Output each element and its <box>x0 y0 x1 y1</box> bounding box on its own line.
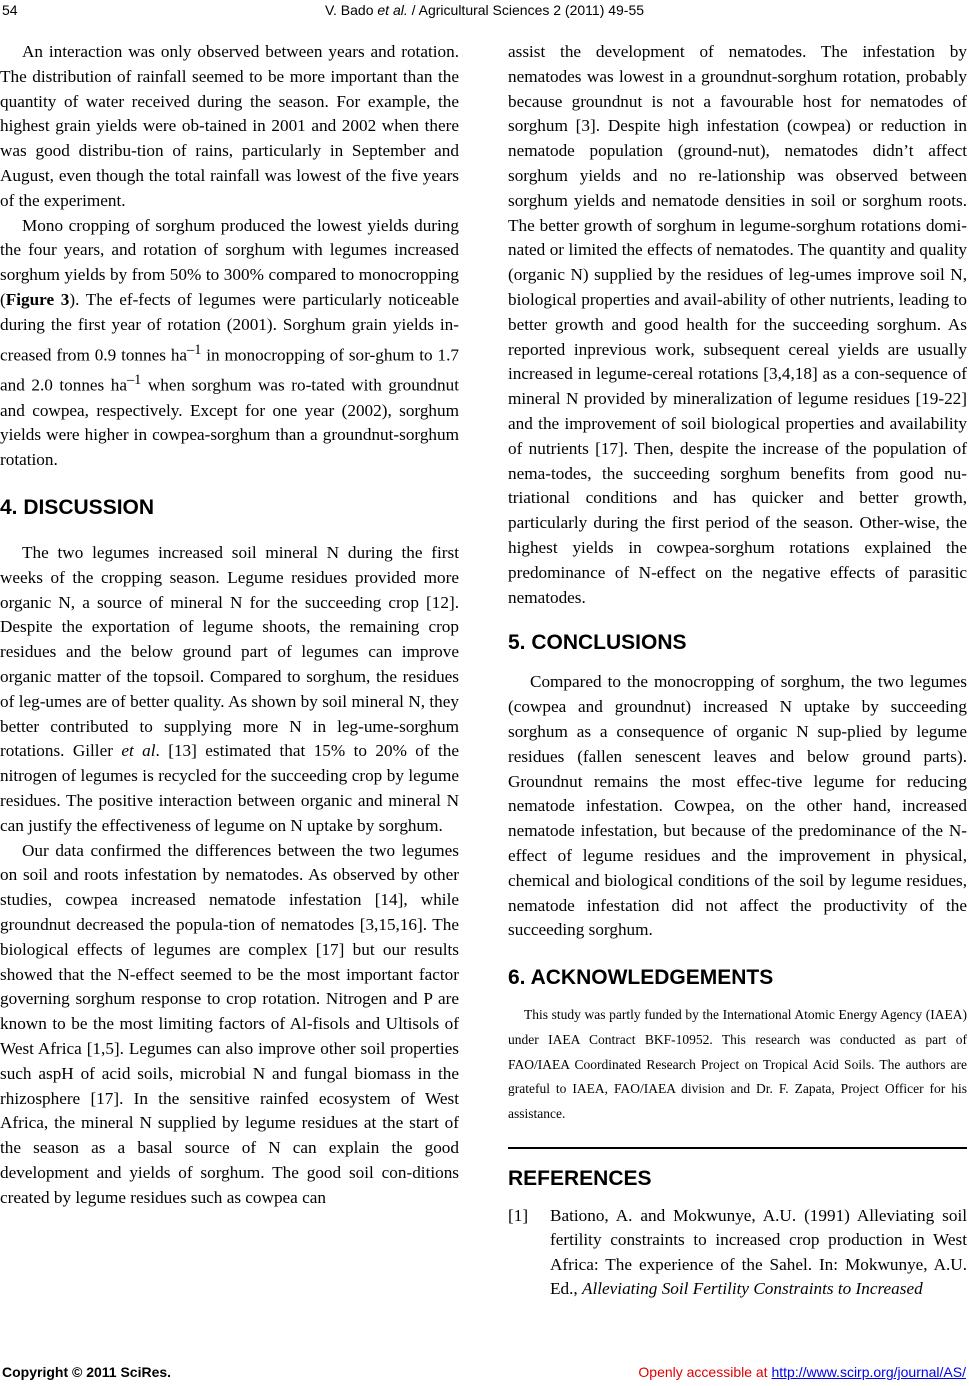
left-column <box>0 40 459 1211</box>
right-column <box>508 40 967 1302</box>
paragraph-rainfall: An interaction was only observed between years and rotation. The distribution of rainfall seemed to be more important than the quantity of water received during the season. For example, the highest grain yields were ob-tained in 2001 and 2002 when there was good distribu-tion of rains, particularly in September and August, even though the total rainfall was lowest of the five years of the experiment. <box>0 42 459 210</box>
access-label: Openly accessible at <box>638 1364 772 1380</box>
section-heading-references: REFERENCES <box>508 1167 652 1191</box>
reference-text <box>550 1204 967 1302</box>
text-segment: Mono cropping of sorghum produced the lowest yields during the four years, and rotation of sorghum with legumes increased sorghum yields by from 50% to 300% compared to monocropping ( <box>0 215 459 309</box>
journal-link[interactable]: http://www.scirp.org/journal/AS/ <box>771 1364 966 1380</box>
text-segment: in monocropping of sor-ghum to 1.7 and 2.0 tonnes ha <box>0 345 459 395</box>
paragraph-monocropping <box>0 214 459 473</box>
paragraph-nematodes: Our data confirmed the differences between the two legumes on soil and roots infestation by nematodes. As observed by other studies, cowpea increased nematode infestation [14], while groundnut decreased the popula-tion of nematodes [3,15,16]. The biological effects of legumes are complex [17] but our results showed that the N-effect seemed to be the most important factor governing sorghum response to crop rotation. Nitrogen and P are known to be the most limiting factors of Al-fisols and Ultisols of West Africa [1,5]. Legumes can also improve other soil properties such aspH of acid soils, microbial N and fungal biomass in the rhizosphere [17]. In the sensitive rainfed ecosystem of West Africa, the mineral N supplied by legume residues at the start of the season as a basal source of N can explain the good development and yields of sorghum. The good soil con-ditions created by legume residues such as cowpea can <box>0 840 459 1207</box>
reference-number: [1] <box>508 1206 529 1226</box>
superscript: –1 <box>187 341 202 358</box>
superscript: –1 <box>127 372 142 389</box>
paragraph-legume-residues <box>0 541 459 839</box>
open-access-notice <box>638 1364 966 1380</box>
paragraph-nematode-infestation: assist the development of nematodes. The infestation by nematodes was lowest in a groundnut-sorghum rotation, probably because groundnut is not a favourable host for nematodes of sorghum [3]. Despite high infestation (cowpea) or reduction in nematode population (ground-nut), nematodes didn’t affect sorghum yields and no re-lationship was observed between sorghum yields and nematode densities in soil or sorghum roots. The better growth of sorghum in legume-sorghum rotations domi-nated or limited the effects of nematodes. The quantity and quality (organic N) supplied by the residues of leg-umes improve soil N, biological properties and avail-ability of other nutrients, leading to better growth and good health for the succeeding sorghum. As reported inprevious work, subsequent cereal yields are usually increased in legume-cereal rotations [3,4,18] as a con-sequence of mineral N provided by mineralization of legume residues [19-22] and the improvement of soil biological properties and availability of nutrients [17]. Then, despite the increase of the population of nema-todes, the succeeding sorghum benefits from good nu-triational conditions and has quicker and better growth, particularly during the first period of the season. Other-wise, the highest yields in cowpea-sorghum rotations explained the predominance of N-effect on the negative effects of parasitic nematodes. <box>508 42 967 607</box>
page-header <box>0 0 969 26</box>
copyright-notice: Copyright © 2011 SciRes. <box>2 1364 172 1380</box>
text-segment: ). The ef-fects of legumes were particularly noticeable during the first year of rotation (2001). Sorghum grain yields in-creased from 0.9 tonnes ha <box>0 289 460 365</box>
citation-authors: V. Bado <box>324 2 378 18</box>
paragraph-conclusions: Compared to the monocropping of sorghum, the two legumes (cowpea and groundnut) increased N uptake by succeeding sorghum as a consequence of organic N sup-plied by legume residues (fallen senescent leaves and below ground parts). Groundnut remains the most effec-tive legume for reducing nematode infestation. Cowpea, on the other hand, increased nematode infestation, but because of the predominance of the N-effect of legume residues and the improvement in physical, chemical and biological conditions of the soil by legume residues, nematode infestation did not affect the productivity of the succeeding sorghum. <box>508 672 967 940</box>
section-heading-acknowledgements: 6. ACKNOWLEDGEMENTS <box>508 966 774 990</box>
text-segment: . [13] estimated that 15% to 20% of the nitrogen of legumes is recycled for the succeeding crop by legume residues. The positive interaction between organic and mineral N can justify the effectiveness of legume on N uptake by sorghum. <box>0 741 459 835</box>
section-heading-discussion: 4. DISCUSSION <box>0 496 155 520</box>
text-segment: when sorghum was ro-tated with groundnut and cowpea, respectively. Except for one year (2002), sorghum yields were higher in cowpea-sorghum than a groundnut-sorghum rotation. <box>0 375 459 470</box>
page-footer <box>0 1364 969 1384</box>
figure-reference: Figure 3 <box>5 289 70 309</box>
citation-journal: / Agricultural Sciences 2 (2011) 49-55 <box>407 2 645 18</box>
acknowledgements-text: This study was partly funded by the International Atomic Energy Agency (IAEA) under IAEA Contract BKF-10952. This research was conducted as part of FAO/IAEA Coordinated Research Project on Tropical Acid Soils. The authors are grateful to IAEA, FAO/IAEA division and Dr. F. Zapata, Project Officer for his assistance. <box>508 1007 967 1122</box>
text-segment: The two legumes increased soil mineral N during the first weeks of the cropping season. Legume residues provided more organic N, a source of mineral N for the succeeding crop [12]. Despite the exportation of legume shoots, the remaining crop residues and the below ground part of legumes can improve organic matter of the topsoil. Compared to sorghum, the residues of leg-umes are of better quality. As shown by soil mineral N, they better contributed to supplying more N in leg-ume-sorghum rotations. Giller <box>0 543 459 761</box>
section-heading-conclusions: 5. CONCLUSIONS <box>508 631 687 655</box>
running-citation <box>0 2 969 18</box>
reference-book-title: Alleviating Soil Fertility Constraints to Increased <box>581 1279 923 1299</box>
citation-et-al: et al. <box>377 2 408 18</box>
section-divider <box>508 1147 967 1149</box>
reference-item <box>508 1204 967 1302</box>
et-al-italic: et al <box>121 741 156 761</box>
text-segment: Bationo, A. and Mokwunye, A.U. (1991) Alleviating soil fertility constraints to increased crop production in West Africa: The experience of the Sahel. In: Mokwunye, A.U. Ed., <box>550 1206 967 1299</box>
page-number: 54 <box>2 2 18 18</box>
